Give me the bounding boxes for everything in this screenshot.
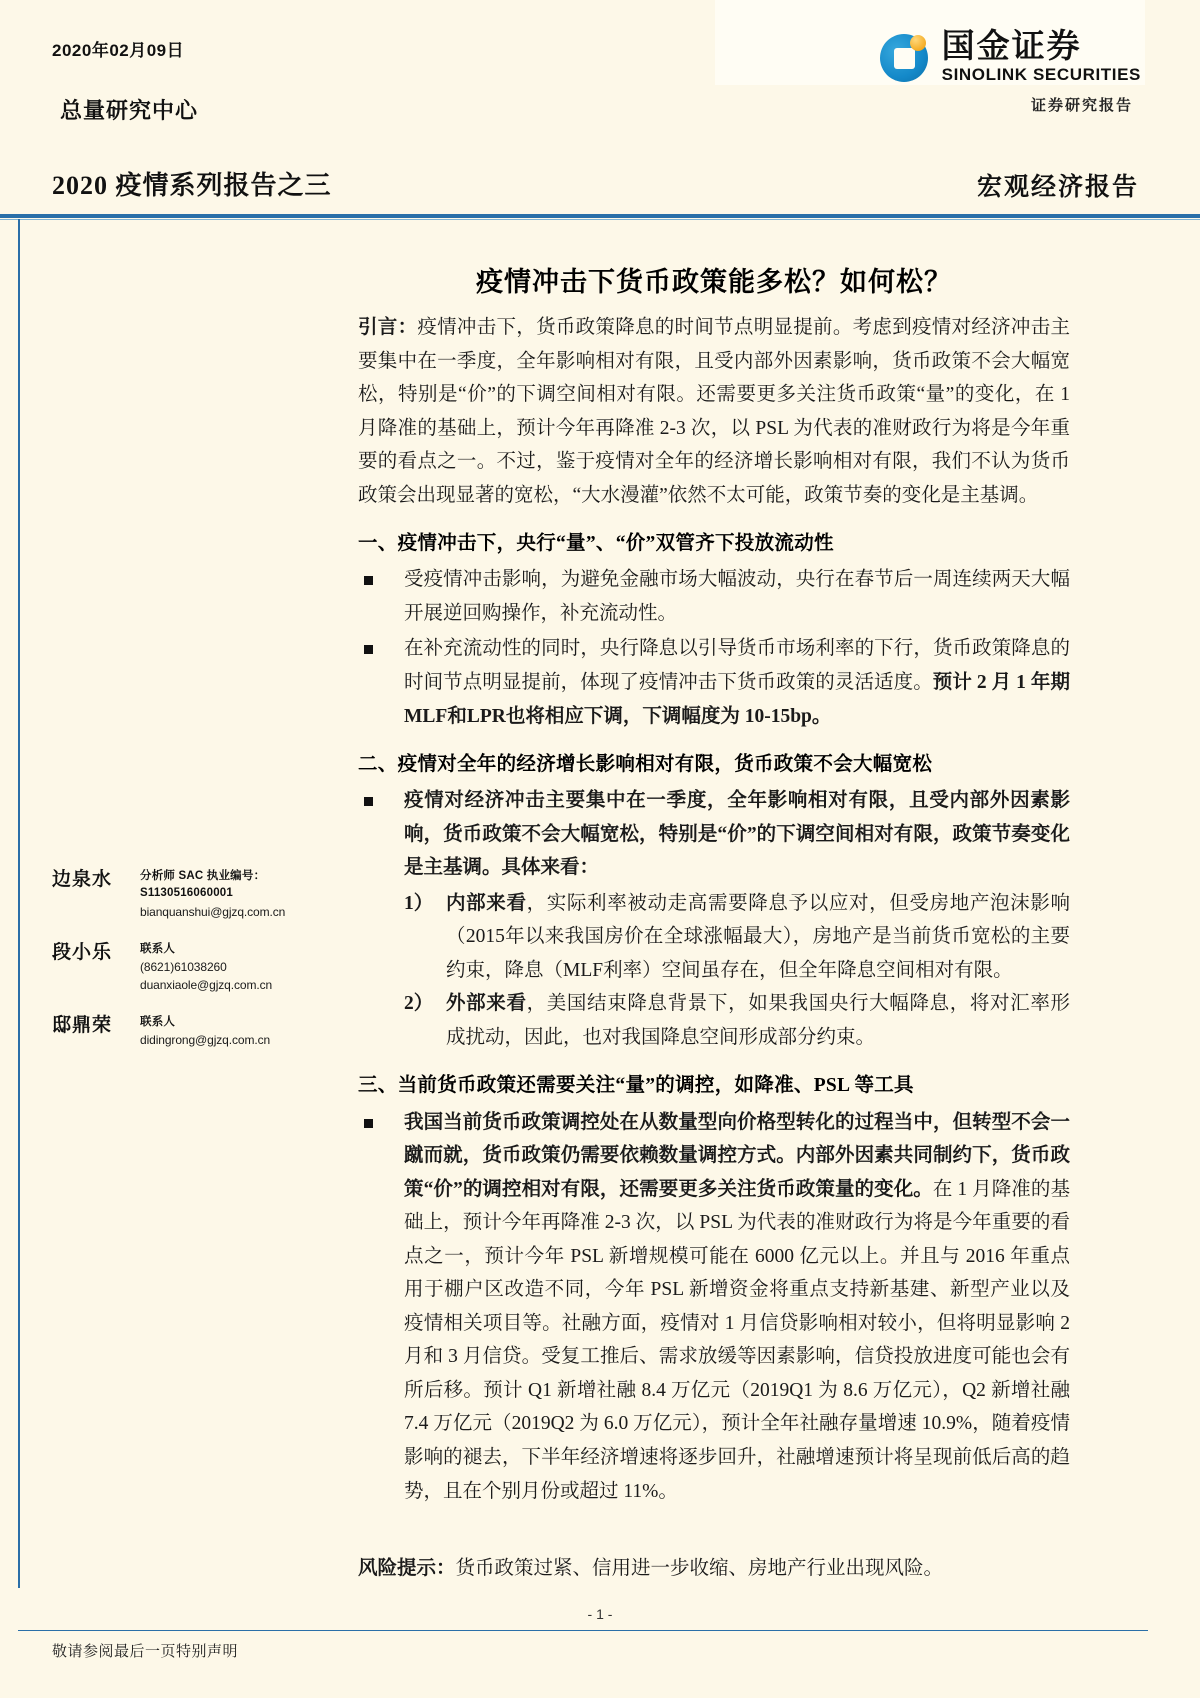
report-type-label: 宏观经济报告 bbox=[976, 174, 1139, 202]
footer-divider bbox=[18, 1630, 1148, 1631]
page-header bbox=[0, 0, 1200, 215]
sinolink-logo-icon bbox=[880, 32, 932, 84]
report-kind-label: 证券研究报告 bbox=[1030, 98, 1133, 115]
page-title: 疫情冲击下货币政策能多松？如何松？ bbox=[476, 267, 952, 297]
analyst-entry bbox=[52, 1014, 342, 1049]
bullet-text: 受疫情冲击影响，为避免金融市场大幅波动，央行在春节后一周连续两天大幅开展逆回购操作，补充流动性。 bbox=[404, 569, 1070, 624]
analyst-entry bbox=[52, 868, 342, 921]
logo-chinese-name: 国金证券 bbox=[941, 29, 1082, 65]
sub-item-number: 2） bbox=[404, 993, 434, 1015]
analyst-email[interactable]: duanxiaole@gjzq.com.cn bbox=[140, 977, 273, 992]
bullet-emphasis: 我国当前货币政策调控处在从数量型向价格型转化的过程当中，但转型不会一蹴而就，货币政策仍需要依赖数量调控方式。内部外因素共同制约下，货币政策“价”的调控相对有限，还需要更多关注货币政策量的变化。 bbox=[404, 1111, 1070, 1200]
main-content-column bbox=[358, 222, 1070, 1605]
section-heading-1: 一、疫情冲击下，央行“量”、“价”双管齐下投放流动性 bbox=[358, 533, 834, 555]
sub-item-lead: 外部来看 bbox=[446, 993, 527, 1015]
analyst-email[interactable]: didingrong@gjzq.com.cn bbox=[140, 1033, 271, 1047]
bullet-item bbox=[358, 632, 1070, 733]
risk-label: 风险提示： bbox=[358, 1558, 456, 1580]
analyst-sidebar bbox=[52, 868, 342, 1069]
section-heading-2: 二、疫情对全年的经济增长影响相对有限，货币政策不会大幅宽松 bbox=[358, 754, 933, 776]
page-footer bbox=[0, 1578, 1200, 1698]
section-1-bullets bbox=[358, 563, 1070, 733]
analyst-role: 联系人 bbox=[140, 1015, 176, 1028]
page-number: - 1 - bbox=[587, 1606, 613, 1622]
footer-disclaimer: 敬请参阅最后一页特别声明 bbox=[52, 1644, 239, 1660]
analyst-role: 联系人 bbox=[140, 942, 176, 955]
analyst-name: 段小乐 bbox=[52, 941, 113, 963]
company-logo bbox=[715, 0, 1145, 85]
analyst-name: 边泉水 bbox=[52, 869, 113, 890]
bullet-item bbox=[358, 784, 1070, 885]
document-date: 2020年02月09日 bbox=[52, 41, 185, 60]
risk-text: 货币政策过紧、信用进一步收缩、房地产行业出现风险。 bbox=[455, 1558, 944, 1580]
bullet-emphasis: 预计 2 月 1 年期MLF和LPR也将相应下调，下调幅度为 10-15bp。 bbox=[404, 671, 1070, 727]
section-2-subitems bbox=[358, 887, 1070, 1055]
report-series-title: 2020 疫情系列报告之三 bbox=[52, 171, 332, 200]
bullet-text: 在补充流动性的同时，央行降息以引导货币市场利率的下行，货币政策降息的时间节点明显提前，体现了疫情冲击下货币政策的灵活适度。 bbox=[404, 638, 1070, 693]
bullet-item bbox=[358, 563, 1070, 630]
sub-item-text: ，实际利率被动走高需要降息予以应对，但受房地产泡沫影响（2015年以来我国房价在全球涨幅最大），房地产是当前货币宽松的主要约束，降息（MLF利率）空间虽存在，但全年降息空间相对有限。 bbox=[446, 892, 1070, 981]
left-vertical-rule bbox=[18, 219, 20, 1588]
sub-item-text: ，美国结束降息背景下，如果我国央行大幅降息，将对汇率形成扰动，因此，也对我国降息空间形成部分约束。 bbox=[446, 993, 1070, 1048]
lead-label: 引言： bbox=[358, 317, 418, 338]
analyst-name: 邸鼎荣 bbox=[52, 1014, 113, 1036]
sub-item-lead: 内部来看 bbox=[446, 892, 527, 914]
section-2-bullets bbox=[358, 784, 1070, 885]
analyst-role: 分析师 SAC 执业编号：S1130516060001 bbox=[140, 870, 266, 900]
sub-item bbox=[404, 887, 1070, 988]
header-right bbox=[715, 0, 1145, 203]
analyst-phone: (8621)61038260 bbox=[140, 959, 227, 974]
header-divider bbox=[0, 214, 1200, 218]
department-name: 总量研究中心 bbox=[60, 98, 199, 123]
lead-paragraph bbox=[358, 311, 1070, 512]
section-3-bullets bbox=[358, 1106, 1070, 1508]
section-heading-3: 三、当前货币政策还需要关注“量”的调控，如降准、PSL 等工具 bbox=[358, 1075, 914, 1097]
sub-item-number: 1） bbox=[404, 892, 434, 914]
bullet-item bbox=[358, 1106, 1070, 1508]
bullet-text: 在 1 月降准的基础上，预计今年再降准 2-3 次，以 PSL 为代表的准财政行为将是今年重要的看点之一，预计今年 PSL 新增规模可能在 6000 亿元以上。并且与 2016 年重点用于棚户区改造不同，今年 PSL 新增资金将重点支持新基建、新型产业以及疫情相关项目等。社融方面，疫情对 1 月信贷影响相对较小，但将明显影响 2 月和 3 月信贷。受复工推后、需求放缓等因素影响，信贷投放进度可能也会有所后移。预计 Q1 新增社融 8.4 万亿元（2019Q1 为 8.6 万亿元），Q2 新增社融 7.4 万亿元（2019Q2 为 6.0 万亿元），预计全年社融存量增速 10.9%，随着疫情影响的褪去，下半年经济增速将逐步回升，社融增速预计将呈现前低后高的趋势，且在个别月份或超过 11%。 bbox=[404, 1178, 1070, 1502]
logo-english-name: SINOLINK SECURITIES bbox=[941, 64, 1141, 84]
bullet-text: 疫情对经济冲击主要集中在一季度，全年影响相对有限，且受内部外因素影响，货币政策不会大幅宽松，特别是“价”的下调空间相对有限，政策节奏变化是主基调。具体来看： bbox=[404, 790, 1070, 879]
sub-item bbox=[404, 987, 1070, 1054]
header-divider-thin bbox=[0, 219, 1200, 220]
header-left bbox=[52, 0, 652, 202]
analyst-entry bbox=[52, 941, 342, 994]
lead-text: 疫情冲击下，货币政策降息的时间节点明显提前。考虑到疫情对经济冲击主要集中在一季度，全年影响相对有限，且受内部外因素影响，货币政策不会大幅宽松，特别是“价”的下调空间相对有限。还需要更多关注货币政策“量”的变化，在 1 月降准的基础上，预计今年再降准 2-3 次，以 PSL 为代表的准财政行为将是今年重要的看点之一。不过，鉴于疫情对全年的经济增长影响相对有限，我们不认为货币政策会出现显著的宽松，“大水漫灌”依然不太可能，政策节奏的变化是主基调。 bbox=[358, 317, 1070, 506]
analyst-email[interactable]: bianquanshui@gjzq.com.cn bbox=[140, 904, 286, 919]
